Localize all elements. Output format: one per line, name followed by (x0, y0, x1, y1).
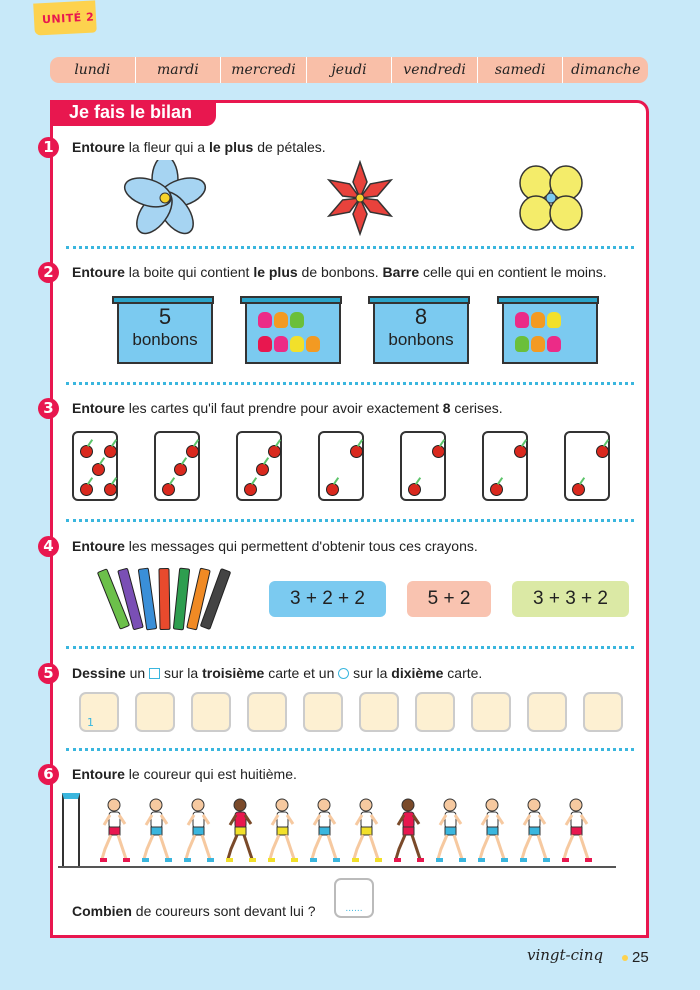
flower-red-6-petals (325, 162, 394, 234)
runner[interactable] (520, 797, 550, 865)
runner[interactable] (100, 797, 130, 865)
instruction: Entoure les cartes qu'il faut prendre pour avoir exactement 8 cerises. (72, 400, 503, 416)
runner[interactable] (310, 797, 340, 865)
cherry-icon (268, 445, 281, 458)
flower-yellow-4-petals (520, 166, 582, 230)
circle-icon (338, 668, 349, 679)
cherry-icon (432, 445, 445, 458)
cherry-icon (92, 463, 105, 476)
runner[interactable] (394, 797, 424, 865)
exercise-number: 4 (38, 536, 59, 557)
instruction: Entoure la boite qui contient le plus de bonbons. Barre celle qui en contient le moins. (72, 264, 607, 280)
page-number-words: vingt-cinq (527, 946, 604, 964)
cherry-icon (326, 483, 339, 496)
runner[interactable] (142, 797, 172, 865)
cherry-icon (104, 445, 117, 458)
message-card[interactable]: 3 + 2 + 2 (269, 581, 386, 617)
card-slot[interactable] (471, 692, 511, 732)
page-number: 25 (632, 949, 649, 966)
day: lundi (74, 62, 111, 78)
cherry-icon (104, 483, 117, 496)
day: vendredi (391, 57, 477, 83)
flowers (115, 160, 595, 240)
exercise-number: 2 (38, 262, 59, 283)
card-slot[interactable] (359, 692, 399, 732)
cherry-card[interactable] (318, 431, 364, 501)
cherry-icon (80, 483, 93, 496)
runner[interactable] (352, 797, 382, 865)
card-slot[interactable] (583, 692, 623, 732)
page-title: Je fais le bilan (51, 100, 216, 126)
card-slot[interactable] (303, 692, 343, 732)
candy-box-5: 5 bonbons (117, 296, 214, 364)
day: mercredi (220, 57, 306, 83)
cherry-icon (186, 445, 199, 458)
track-line (58, 866, 616, 868)
runner[interactable] (478, 797, 508, 865)
cherry-icon (244, 483, 257, 496)
card-slot[interactable] (79, 692, 119, 732)
dotted-separator (66, 519, 634, 522)
cherry-card[interactable] (154, 431, 200, 501)
runner[interactable] (562, 797, 592, 865)
cherry-card[interactable] (236, 431, 282, 501)
answer-box[interactable]: ...... (334, 878, 374, 918)
instruction: Entoure la fleur qui a le plus de pétales. (72, 139, 326, 155)
exercise-number: 3 (38, 398, 59, 419)
instruction: Entoure le coureur qui est huitième. (72, 766, 297, 782)
cherry-icon (174, 463, 187, 476)
day: jeudi (306, 57, 392, 83)
runner[interactable] (226, 797, 256, 865)
cherry-icon (256, 463, 269, 476)
cherry-card[interactable] (72, 431, 118, 501)
cherry-card[interactable] (400, 431, 446, 501)
cherry-card[interactable] (564, 431, 610, 501)
cherry-icon (514, 445, 527, 458)
square-icon (149, 668, 160, 679)
day: dimanche (562, 57, 648, 83)
message-card[interactable]: 5 + 2 (407, 581, 491, 617)
candy-box-bears-7 (245, 296, 342, 364)
dotted-separator (66, 646, 634, 649)
pencils (100, 565, 250, 630)
exercise-number: 1 (38, 137, 59, 158)
dotted-separator (66, 246, 634, 249)
cherry-icon (572, 483, 585, 496)
message-card[interactable]: 3 + 3 + 2 (512, 581, 629, 617)
cherry-icon (408, 483, 421, 496)
days-of-week-bar (50, 57, 648, 83)
pencil-icon (158, 568, 170, 630)
card-slot[interactable] (191, 692, 231, 732)
cherry-icon (80, 445, 93, 458)
day: samedi (477, 57, 563, 83)
day: mardi (135, 57, 221, 83)
cherry-icon (490, 483, 503, 496)
cherry-card[interactable] (482, 431, 528, 501)
candy-box-bears-6 (502, 296, 599, 364)
runner[interactable] (184, 797, 214, 865)
dotted-separator (66, 382, 634, 385)
bullet-dot (622, 955, 628, 961)
instruction: Entoure les messages qui permettent d'obtenir tous ces crayons. (72, 538, 478, 554)
instruction: Dessine un sur la troisième carte et un sur la dixième carte. (72, 665, 483, 681)
card-slot[interactable] (135, 692, 175, 732)
unit-tag: UNITÉ 2 (33, 0, 97, 35)
flower-blue-5-petals (121, 160, 209, 240)
card-slot[interactable] (415, 692, 455, 732)
finish-gate (62, 793, 80, 866)
question: Combien de coureurs sont devant lui ? (72, 903, 316, 919)
slot-label: 1 (87, 716, 94, 729)
cherry-icon (162, 483, 175, 496)
candy-box-8: 8 bonbons (373, 296, 470, 364)
cherry-icon (596, 445, 609, 458)
runner[interactable] (436, 797, 466, 865)
dotted-separator (66, 748, 634, 751)
exercise-number: 5 (38, 663, 59, 684)
cherry-icon (350, 445, 363, 458)
runner[interactable] (268, 797, 298, 865)
card-slot[interactable] (527, 692, 567, 732)
exercise-number: 6 (38, 764, 59, 785)
card-slot[interactable] (247, 692, 287, 732)
